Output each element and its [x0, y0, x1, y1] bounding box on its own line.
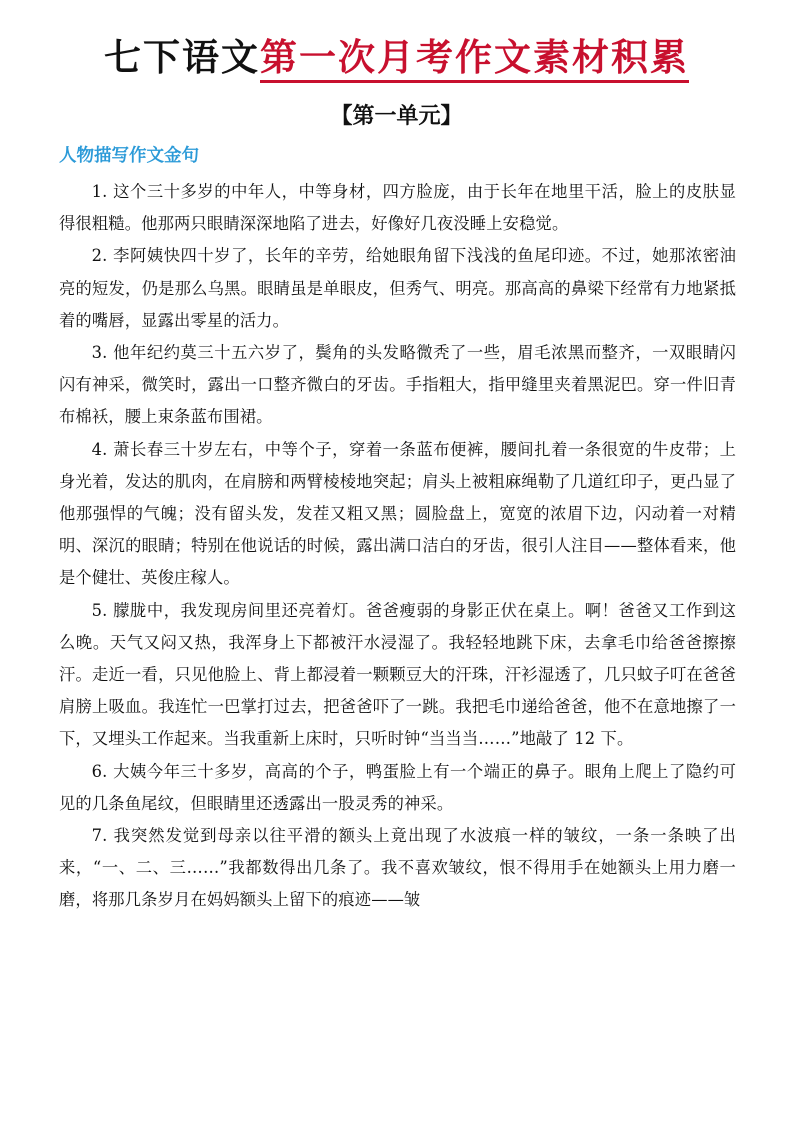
paragraph-7: 7. 我突然发觉到母亲以往平滑的额头上竟出现了水波痕一样的皱纹，一条一条映了出来，“一、二、三……”我都数得出几条了。我不喜欢皱纹，恨不得用手在她额头上用力磨一磨，将那几条岁月在妈妈额头上留下的痕迹——皱 [59, 826, 736, 910]
page-title [0, 36, 793, 80]
body-text [59, 176, 736, 917]
paragraph-4: 4. 萧长春三十岁左右，中等个子，穿着一条蓝布便裤，腰间扎着一条很宽的牛皮带；上身光着，发达的肌肉，在肩膀和两臂棱棱地突起；肩头上被粗麻绳勒了几道红印子，更凸显了他那强悍的气魄；没有留头发，发茬又粗又黑；圆脸盘上，宽宽的浓眉下边，闪动着一对精明、深沉的眼睛；特别在他说话的时候，露出满口洁白的牙齿，很引人注目——整体看来，他是个健壮、英俊庄稼人。 [59, 439, 736, 588]
unit-heading: 【第一单元】 [330, 104, 463, 129]
paragraph-1: 1. 这个三十多岁的中年人，中等身材，四方脸庞，由于长年在地里干活，脸上的皮肤显得很粗糙。他那两只眼睛深深地陷了进去，好像好几夜没睡上安稳觉。 [59, 182, 736, 234]
paragraph-5: 5. 朦胧中，我发现房间里还亮着灯。爸爸瘦弱的身影正伏在桌上。啊！爸爸又工作到这么晚。天气又闷又热，我浑身上下都被汗水浸湿了。我轻轻地跳下床，去拿毛巾给爸爸擦擦汗。走近一看，只见他脸上、背上都浸着一颗颗豆大的汗珠，汗衫湿透了，几只蚊子叮在爸爸肩膀上吸血。我连忙一巴掌打过去，把爸爸吓了一跳。我把毛巾递给爸爸，他不在意地擦了一下，又埋头工作起来。当我重新上床时，只听时钟“当当当……”地敲了 12 下。 [59, 600, 736, 749]
section-heading: 人物描写作文金句 [59, 146, 199, 166]
paragraph-3: 3. 他年纪约莫三十五六岁了，鬓角的头发略微秃了一些，眉毛浓黑而整齐，一双眼睛闪闪有神采，微笑时，露出一口整齐微白的牙齿。手指粗大，指甲缝里夹着黑泥巴。穿一件旧青布棉袄，腰上束条蓝布围裙。 [59, 343, 736, 427]
title-grade-subject: 七下语文 [104, 36, 260, 79]
paragraph-6: 6. 大姨今年三十多岁，高高的个子，鸭蛋脸上有一个端正的鼻子。眼角上爬上了隐约可见的几条鱼尾纹，但眼睛里还透露出一股灵秀的神采。 [59, 761, 736, 813]
paragraph-2: 2. 李阿姨快四十岁了，长年的辛劳，给她眼角留下浅浅的鱼尾印迹。不过，她那浓密油亮的短发，仍是那么乌黑。眼睛虽是单眼皮，但秀气、明亮。那高高的鼻梁下经常有力地紧抵着的嘴唇，显露出零星的活力。 [59, 246, 736, 330]
title-topic: 第一次月考作文素材积累 [260, 36, 689, 83]
